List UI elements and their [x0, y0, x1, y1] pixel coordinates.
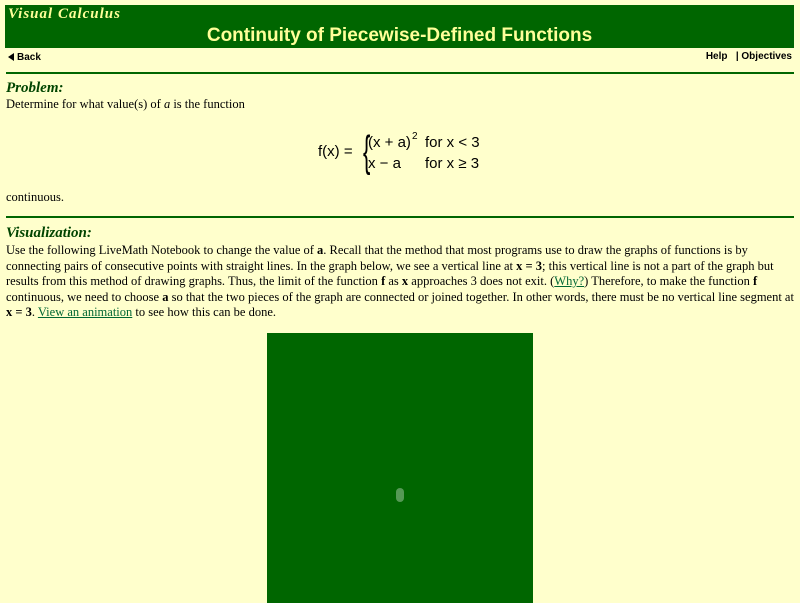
formula-case1-cond: for x < 3 [425, 134, 480, 151]
formula-case1-expr: $(x + a)^2$ [368, 131, 418, 151]
top-links [706, 51, 792, 62]
visualization-heading: Visualization: [6, 225, 92, 241]
plugin-placeholder-icon [396, 488, 404, 502]
help-link[interactable]: Help [705, 51, 728, 62]
why-link[interactable]: Why? [554, 274, 585, 288]
formula-case2-cond: for x ≥ 3 [425, 155, 480, 172]
nav-row [8, 51, 792, 67]
divider [6, 72, 794, 74]
back-label: Back [17, 52, 41, 63]
problem-prompt: Determine for what value(s) of a is the function [6, 97, 245, 111]
back-arrow-icon [8, 53, 14, 61]
formula-lhs: f(x) = [318, 143, 353, 160]
problem-heading: Problem: [6, 80, 64, 96]
livemath-applet[interactable] [267, 333, 533, 603]
visualization-text: Use the following LiveMath Notebook to change the value of a. Recall that the method that most programs use to draw the graphs of functions is by connecting pairs of consecutive points with straight lines. In the graph below, we see a vertical line at x = 3; this vertical line is not a part of the graph but results from this method of drawing graphs. Thus, the limit of the function f as x approaches 3 does not exit. (Why?) Therefore, to make the function f continuous, we need to choose a so that the two pieces of the graph are connected or joined together. In other words, there must be no vertical line segment at x = 3. View an animation to see how this can be done. [6, 243, 794, 319]
brand-logo: Visual Calculus [8, 6, 121, 22]
objectives-link[interactable]: | Objectives [735, 51, 792, 62]
divider [6, 216, 794, 218]
back-button[interactable] [8, 52, 41, 63]
page-title: Continuity of Piecewise-Defined Functions [206, 25, 593, 46]
formula-case2-expr: x − a [368, 155, 401, 172]
problem-closing: continuous. [6, 190, 64, 204]
view-animation-link[interactable]: View an animation [37, 305, 133, 319]
brace-icon: { [363, 127, 371, 176]
piecewise-formula [318, 128, 498, 180]
header-banner [5, 5, 794, 48]
